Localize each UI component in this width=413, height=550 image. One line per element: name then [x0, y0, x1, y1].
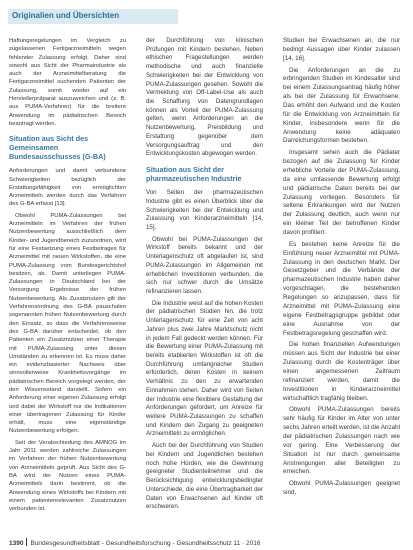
section-title: Originalien und Übersichten — [12, 11, 120, 20]
paragraph: Obwohl bei PUMA-Zulassungen der Wirkstoff bereits bekannt und der Unterlagenschutz oft abgelaufen ist, sind PUMA-Zulassungen im Allgemeinen mit erheblichen Investitionen verbunden, die sich nur schwer durch die Umsätze refinanzieren lassen. — [146, 235, 263, 295]
paragraph: Obwohl PUMA-Zulassungen bei Arzneimitteln im Verfahren der frühen Nutzenbewertung ausschließlich dem Kinder- und Jugendbereich zuzuordnen, wird für eine Festsetzung eines Festbetrages für Arzneimittel mit neuen Wirkstoffen, die eine PUMA-Zulassung vom Bundesgerichtshof besitzen, ab. Damit unterliegen PUMA-Zulassungen in Deutschland bei der Versorgung Ergebnisse der frühen Nutzenbewertung. Als Zusatznutzen gilt der Verfahrensordnung des G-BA pauschalen sogenannten frühen Nutzenbewertung durch den Einsatz, so dass die Verfahrensweise des G-BA darüber entscheidet, ob den Patienten ein Zusatznutzen einer Therapie mit PUMA-Zulassung unter diesen Umständen zu erkennen ist. Es muss daher ein evidenzbasierter Nachweis über sinnvollerweise Krankheitsvorgänge im pädiatrischen Bereich vorgelegt werden, der den Wissensstand darstellt. Sofern ein Anforderung einer eigenen Zulassung erfolgt und dabei der Wirkstoff nur die Indikationen einer übertragenen Zulassung für Kinder erhält, muss eine eigenständige Nutzenbewertung erfolgen. — [9, 212, 126, 435]
paragraph: Anforderungen und damit verbundene Schwierigkeiten bezüglich der Erstattungsfähigkeit von ermöglichten Arzneimitteln werden durch das Verfahren des G-BA erfasst [13]. — [9, 168, 126, 208]
page-number: 1390 — [9, 540, 24, 547]
paragraph: Die hohen finanziellen Aufwendungen müssen aus Sicht der Industrie bei einer Zulassung durch die Kostenträger über einen angemessenen Zeitraum refinanziert werden, damit die Investitionen in Kinderarzneimittel wirtschaftlich tragfähig bleiben. — [283, 341, 400, 402]
paragraph: Die Industrie weist auf die hohen Kosten der pädiatrischen Studien hin, die trotz Unterlagenschutz für eine Zeit von acht Jahren plus zwei Jahre Marktschutz nicht in jedem Fall gedeckt werden können. Für die Bewertung einer PUMA-Zulassung mit bereits etablierten Wirkstoffen ist oft die Durchführung umfangreicher Studien erforderlich, deren Kosten in keinem Verhältnis zu den zu erwartenden Einnahmen stehen. Daher wird von Seiten der Industrie eine flexiblere Gestaltung der Anforderungen gefordert, um Anreize für weitere PUMA-Zulassungen zu schaffen und Kindern den Zugang zu geeigneten Arzneimitteln zu ermöglichen. — [146, 299, 263, 438]
paragraph: Es bestehen keine Anreize für die Einführung neuer Arzneimittel mit PUMA-Zulassung in den deutschen Markt. Der Gesetzgeber und die Verbände der pharmazeutischen Industrie haben daher vorgeschlagen, die bestehenden Regelungen so anzupassen, dass für Arzneimittel mit PUMA-Zulassung eine eigene Festbetragsgruppe gebildet oder eine Ausnahme von der Festbetragsregelung geschaffen wird. — [283, 240, 400, 337]
paragraph: Auch bei der Durchführung von Studien bei Kindern und Jugendlichen bestehen noch hohe Hürden, wie die Gewinnung geeigneter Studienteilnehmer und die Berücksichtigung entwicklungsbedingter Unterschiede, die eine Übertragbarkeit der Daten von Erwachsenen auf Kinder oft erschweren. — [146, 442, 263, 511]
paragraph: Haftungsregelungen im Vergleich zu zugelassenen Fertigarzneimitteln wegen fehlender Zulassung erfolgt. Daher sind sowohl aus Sicht der Pharmaindustrie als auch der Arzneimittelberatung die Fertigarzneimittel suchenden Patienten der Zulassung, somit wieder auf ein Herstellerpräparat auszuweichen und (z. B. aus PUMA-Verfahren) für die breitere Anwendung im pädiatrischen Bereich beantragt werden. — [9, 38, 126, 127]
paragraph: der Durchführung von klinischen Prüfungen mit Kindern bestehen. Neben ethischen Fragestellungen werden methodische und auch finanzielle Schwierigkeiten bei der Entwicklung von PUMA-Zulassungen gesehen. Sowohl die Vermeidung von Off-Label-Use als auch die Schaffung von Datengrundlagen können als Vorteil der PUMA-Zulassung gelten, wenn Anforderungen an die Nutzenbewertung, Preisbildung und Erstattung gegenüber dem Versorgungsauftrag und den Entwicklungskosten abgewogen werden. — [146, 37, 263, 158]
paragraph: Seit der Verabschiedung des AMNOG im Jahr 2011 werden zahlreiche Zulassungen im Verfahren der frühen Nutzenbewertung von Arzneimitteln geprüft. Aus Sicht des G-BA wird der Nutzen eines PUMA-Arzneimittels darin bestimmt, ob die Anwendung eines Wirkstoffs bei Kindern mit einem patientenrelevanten Zusatznutzen verbunden ist. — [9, 439, 126, 513]
text-column-1 — [9, 37, 126, 516]
paragraph: Studien bei Erwachsenen an, die nur bedingt Aussagen über Kinder zulassen [14, 16]. — [283, 37, 400, 62]
section-heading: Situation aus Sicht der pharmazeutischen Industrie — [146, 165, 242, 184]
paragraph: Insgesamt sehen auch die Pädiater bezogen auf die Zulassung für Kinder erhebliche Vorteile der PUMA-Zulassung, da eine umfassende Bewertung erfolgt und pädiatrische Daten bereits bei der Zulassung vorliegen. Besonders für seltene Erkrankungen wird der Nutzen der Zulassung deutlich, auch wenn nur ein kleiner Teil der betroffenen Kinder davon profitiert. — [283, 149, 400, 237]
paragraph: Obwohl PUMA-Zulassungen geeignet sind, — [283, 480, 400, 497]
journal-citation: Bundesgesundheitsblatt - Gesundheitsforschung - Gesundheitsschutz 11 · 2016 — [30, 540, 261, 547]
paragraph: Von Seiten der pharmazeutischen Industrie gibt es einen Überblick über die Schwierigkeiten bei der Entwicklung und Zulassung von Kinderarzneimitteln [14, 15]. — [146, 189, 263, 231]
paragraph: Die Anforderungen an die zu erbringenden Studien im Kindesalter sind bei einem Zulassungsantrag häufig höher als bei der Zulassung für Erwachsene. Das erhöht den Aufwand und die Kosten für die Entwicklung von Arzneimitteln für Kinder, insbesondere wenn für die Anwendung keine adäquaten Darreichungsformen bestehen. — [283, 66, 400, 145]
text-column-3 — [283, 37, 400, 501]
paragraph: Obwohl PUMA-Zulassungen bereits sehr häufig für Kinder im Alter von unter sechs Jahren erteilt werden, ist die Anzahl der pädiatrischen Zulassungen nach wie vor gering. Eine Verbesserung der Situation ist nur durch gemeinsame Anstrengungen aller Beteiligten zu erreichen. — [283, 406, 400, 476]
footer-divider — [26, 538, 27, 546]
section-header — [8, 9, 178, 24]
section-heading: Situation aus Sicht des Gemeinsamen Bundesausschusses (G-BA) — [9, 134, 106, 162]
text-column-2 — [146, 37, 263, 515]
page-footer — [9, 538, 404, 547]
